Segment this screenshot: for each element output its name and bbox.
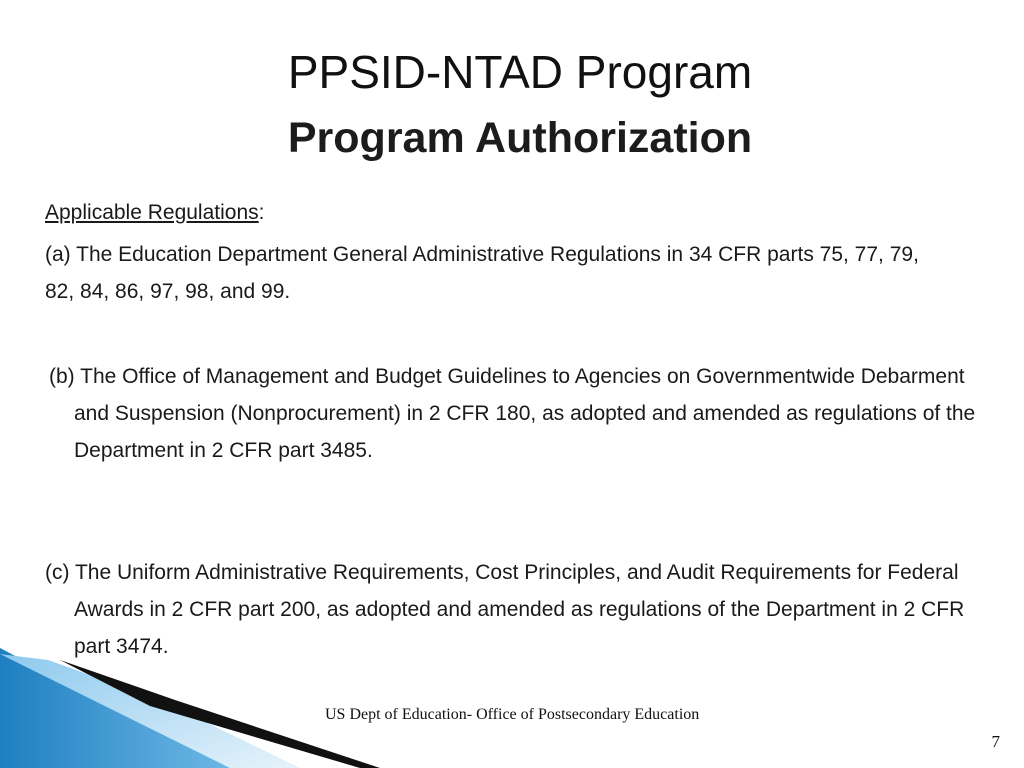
regulations-heading bbox=[45, 198, 264, 228]
regulation-paragraph-b: (b) The Office of Management and Budget Guidelines to Agencies on Governmentwide Debarment and Suspension (Nonprocurement) in 2 CFR 180, as adopted and amended as regulations of the Department in 2 CFR part 3485. bbox=[49, 365, 976, 462]
regulations-heading-label: Applicable Regulations bbox=[45, 201, 259, 224]
footer-text: US Dept of Education- Office of Postsecondary Education bbox=[325, 706, 700, 723]
slide-subtitle: Program Authorization bbox=[287, 114, 753, 162]
regulation-paragraph-c: (c) The Uniform Administrative Requirements, Cost Principles, and Audit Requirements for Federal Awards in 2 CFR part 200, as adopted and amended as regulations of the Department in 2 CFR part 3474. bbox=[45, 561, 965, 658]
regulation-paragraph-a: (a) The Education Department General Administrative Regulations in 34 CFR parts 75, 77, 79, 82, 84, 86, 97, 98, and 99. bbox=[45, 243, 919, 303]
decorative-swoosh bbox=[0, 640, 400, 768]
slide-title: PPSID-NTAD Program bbox=[287, 46, 753, 98]
regulations-heading-colon: : bbox=[258, 201, 265, 224]
page-number: 7 bbox=[991, 732, 1000, 751]
